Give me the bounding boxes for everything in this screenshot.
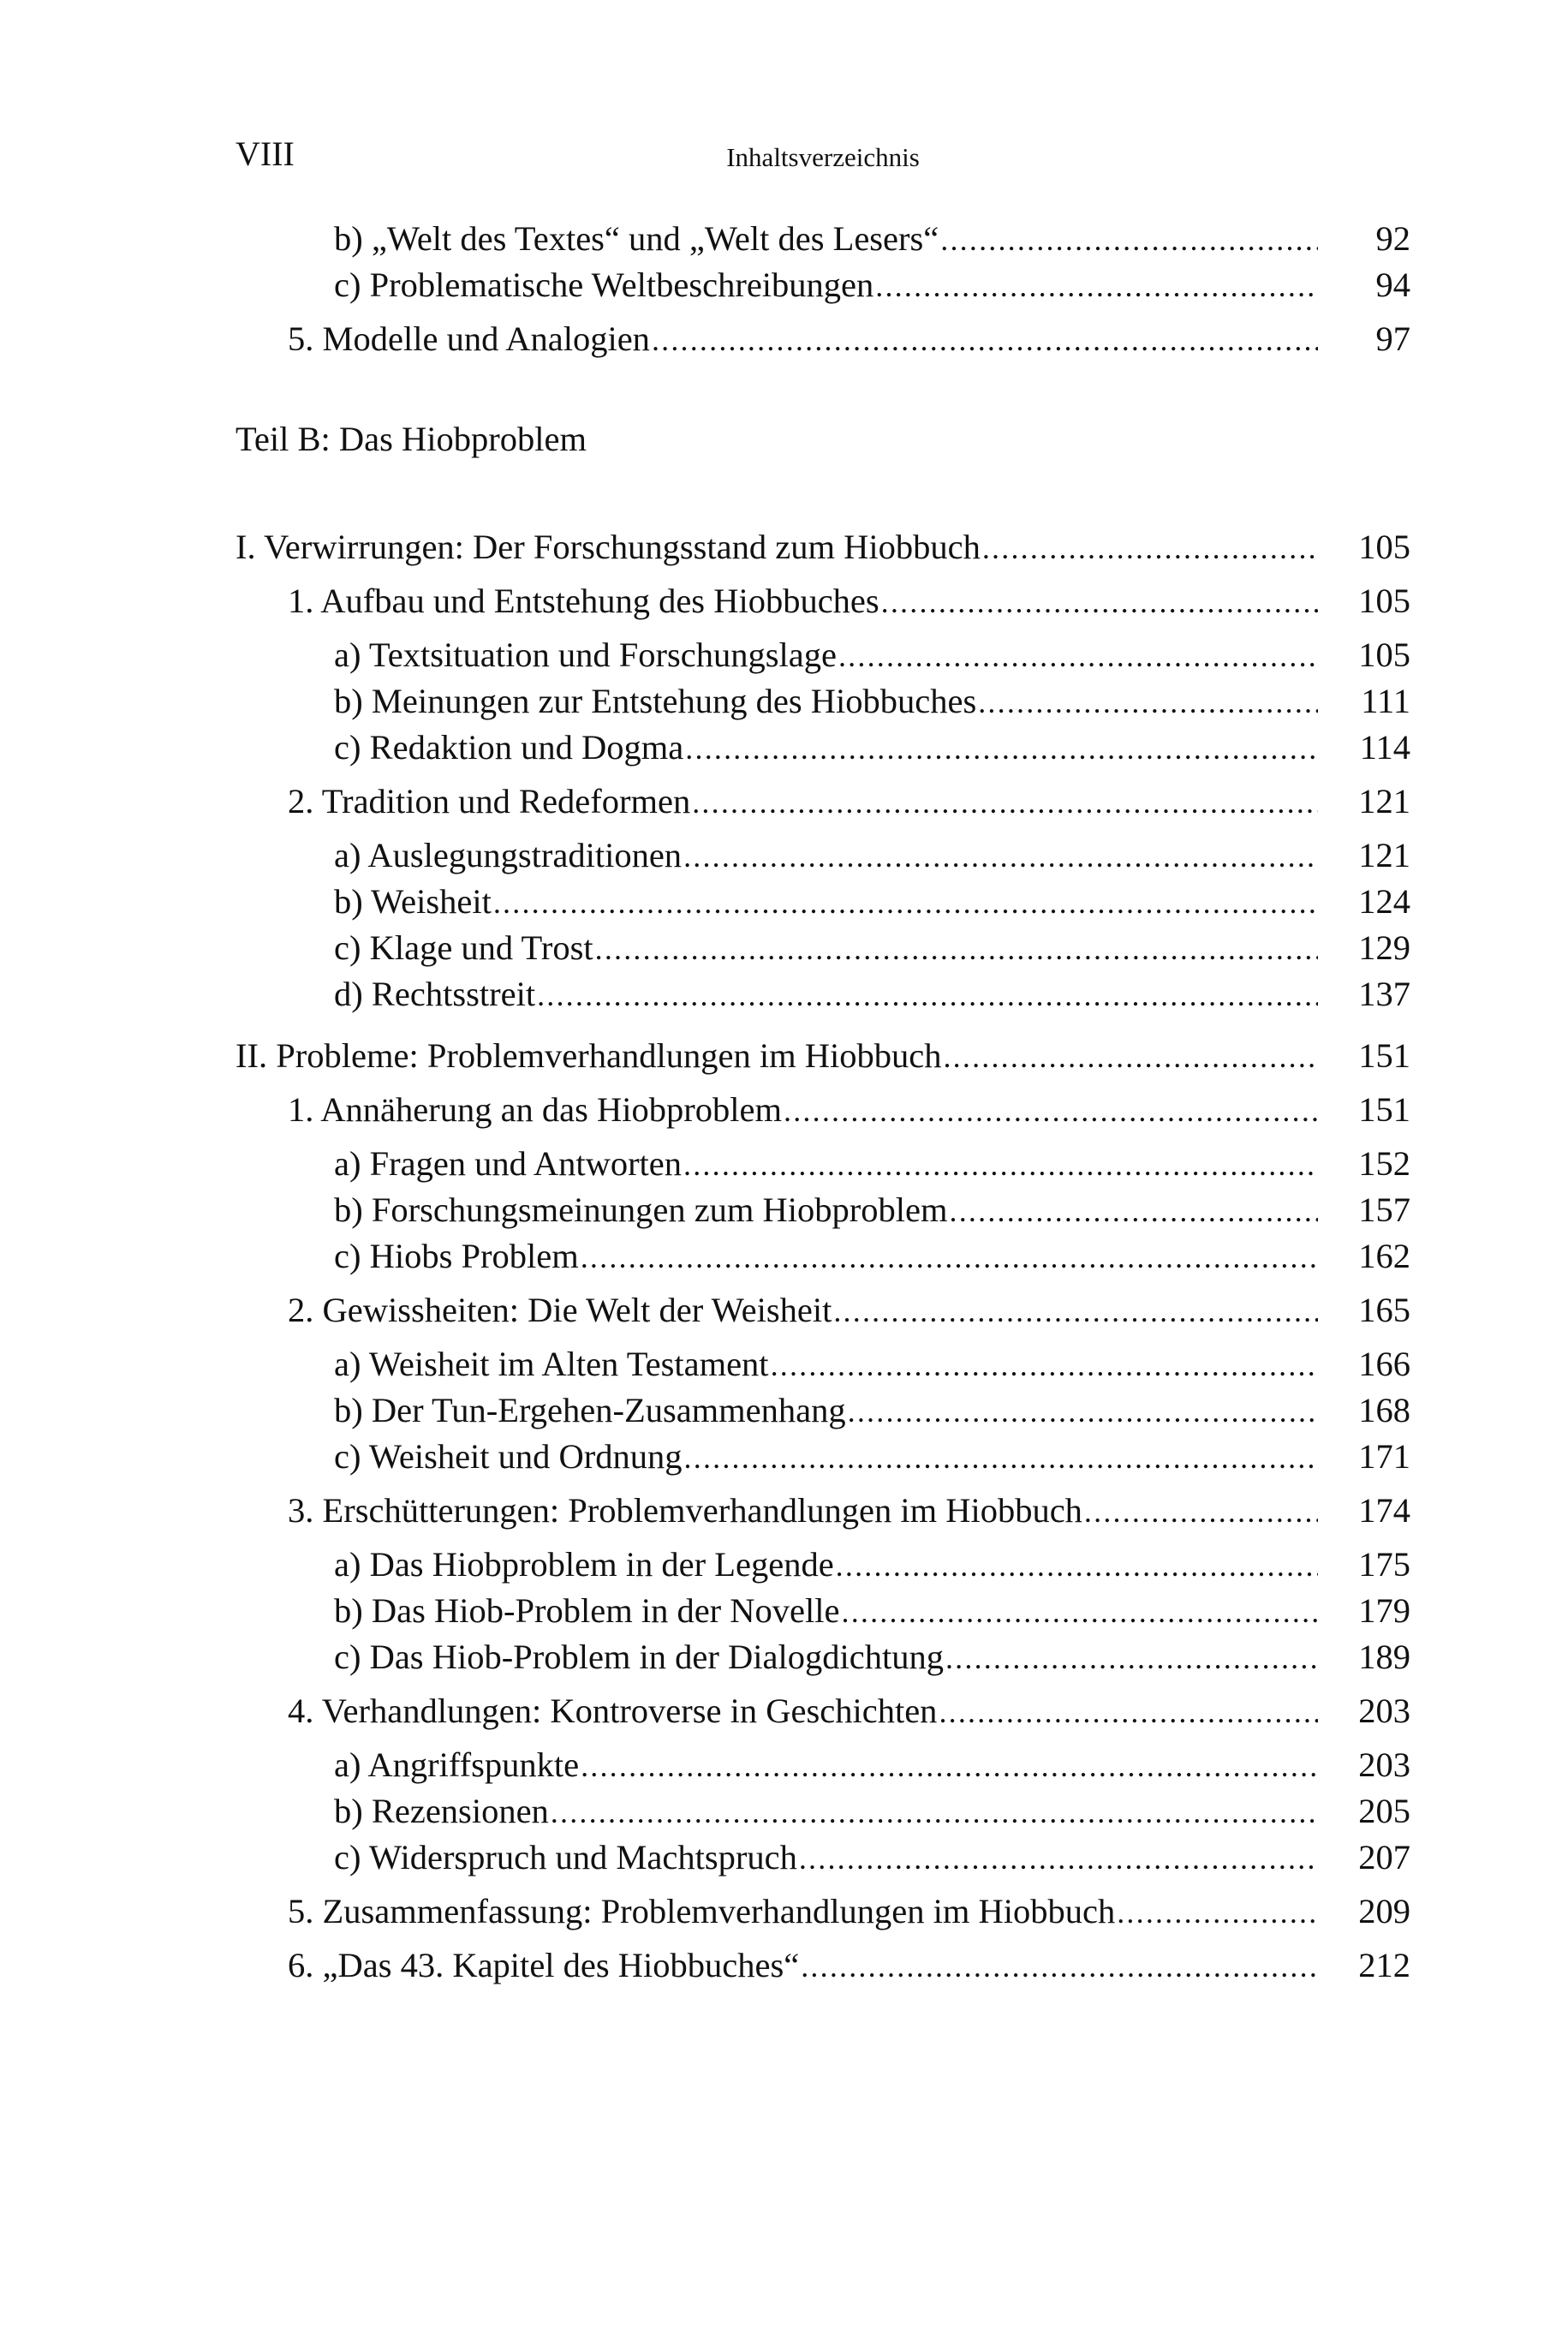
toc-entry: [235, 1835, 1410, 1881]
dot-leader: [493, 880, 1318, 925]
dot-leader: [692, 779, 1318, 825]
running-title: Inhaltsverzeichnis: [726, 142, 920, 172]
dot-leader: [581, 1234, 1318, 1280]
toc-entry-page: 162: [1358, 1237, 1410, 1275]
dot-leader: [842, 1589, 1319, 1634]
toc-entry: [235, 779, 1410, 825]
toc-entry-page: 105: [1358, 635, 1410, 674]
toc-entry-page: 105: [1358, 528, 1410, 566]
toc-entry-title: b) „Welt des Textes“ und „Welt des Lesers“: [334, 219, 939, 258]
toc-entry: [235, 1033, 1410, 1079]
toc-entry-page: 137: [1358, 975, 1410, 1013]
toc-entry-title: 2. Gewissheiten: Die Welt der Weisheit: [288, 1291, 832, 1329]
toc-entry-title: d) Rechtsstreit: [334, 975, 536, 1013]
page-number: VIII: [235, 134, 295, 173]
toc-entry-title: 1. Aufbau und Entstehung des Hiobbuches: [288, 582, 879, 620]
dot-leader: [581, 1743, 1318, 1788]
toc-entry: [235, 725, 1410, 771]
dot-leader: [982, 525, 1318, 570]
page-header: [235, 128, 1410, 180]
toc-entry-page: 129: [1358, 928, 1410, 967]
toc-entry: [235, 1634, 1410, 1680]
toc-entry-title: a) Angriffspunkte: [334, 1745, 580, 1784]
toc-entry-page: 111: [1361, 682, 1410, 720]
toc-entry-page: 105: [1358, 582, 1410, 620]
dot-leader: [551, 1789, 1318, 1835]
toc-entry-page: 124: [1358, 882, 1410, 921]
toc-entry: [235, 1434, 1410, 1480]
toc-entry-title: c) Das Hiob-Problem in der Dialogdichtung: [334, 1638, 944, 1676]
toc-entry-title: b) Der Tun-Ergehen-Zusammenhang: [334, 1391, 846, 1429]
toc-entry-page: 209: [1358, 1892, 1410, 1930]
toc-entry: [235, 925, 1410, 971]
toc-entry-page: 151: [1358, 1090, 1410, 1129]
dot-leader: [943, 1034, 1318, 1079]
toc-entry-page: 205: [1358, 1792, 1410, 1830]
toc-entry-title: a) Textsituation und Forschungslage: [334, 635, 837, 674]
toc-entry-title: b) Meinungen zur Entstehung des Hiobbuches: [334, 682, 977, 720]
toc-entry-page: 151: [1358, 1036, 1410, 1075]
toc-entry-title: a) Weisheit im Alten Testament: [334, 1345, 769, 1383]
toc-entry: [235, 1542, 1410, 1588]
toc-entry-title: 5. Zusammenfassung: Problemverhandlungen im Hiobbuch: [288, 1892, 1116, 1930]
toc-entry-page: 92: [1375, 219, 1410, 258]
toc-entry-title: c) Hiobs Problem: [334, 1237, 579, 1275]
toc-entry-page: 166: [1358, 1345, 1410, 1383]
toc-entry-title: c) Redaktion und Dogma: [334, 728, 684, 767]
dot-leader: [848, 1388, 1318, 1434]
toc-entry-page: 157: [1358, 1190, 1410, 1229]
toc-entry: [235, 971, 1410, 1017]
dot-leader: [945, 1635, 1318, 1680]
toc-entry-title: 4. Verhandlungen: Kontroverse in Geschichten: [288, 1692, 938, 1730]
toc-entry: [235, 316, 1410, 362]
toc-entry-title: b) Das Hiob-Problem in der Novelle: [334, 1591, 840, 1630]
toc-entry: [235, 832, 1410, 879]
toc-entry: [235, 1087, 1410, 1133]
toc-entry: [235, 678, 1410, 725]
dot-leader: [838, 633, 1318, 678]
dot-leader: [940, 217, 1318, 262]
dot-leader: [881, 579, 1318, 624]
dot-leader: [784, 1088, 1318, 1133]
toc-entry-page: 165: [1358, 1291, 1410, 1329]
toc-entry-title: c) Problematische Weltbeschreibungen: [334, 266, 874, 304]
toc-entry: [235, 216, 1410, 262]
toc-entry-title: b) Weisheit: [334, 882, 492, 921]
dot-leader: [1117, 1889, 1318, 1935]
dot-leader: [939, 1689, 1318, 1734]
dot-leader: [836, 1542, 1318, 1588]
toc-entry-title: II. Probleme: Problemverhandlungen im Hiobbuch: [235, 1036, 942, 1075]
toc-entry: [235, 1233, 1410, 1280]
dot-leader: [875, 263, 1318, 308]
toc-entry: [235, 262, 1410, 308]
toc-entry-title: 3. Erschütterungen: Problemverhandlungen im Hiobbuch: [288, 1491, 1082, 1530]
dot-leader: [799, 1835, 1318, 1881]
dot-leader: [652, 317, 1318, 362]
toc-entry: [235, 1688, 1410, 1734]
toc-entry-title: c) Weisheit und Ordnung: [334, 1437, 683, 1476]
toc-entry-page: 203: [1358, 1692, 1410, 1730]
dot-leader: [683, 1142, 1318, 1187]
toc-entry-title: 2. Tradition und Redeformen: [288, 782, 691, 820]
toc-entry-title: a) Auslegungstraditionen: [334, 836, 683, 874]
toc-entry-page: 175: [1358, 1545, 1410, 1584]
toc-entry-title: b) Rezensionen: [334, 1792, 549, 1830]
toc-entry-page: 121: [1358, 836, 1410, 874]
toc-entry: [235, 879, 1410, 925]
toc-entry: [235, 1488, 1410, 1534]
toc-entry-page: 174: [1358, 1491, 1410, 1530]
dot-leader: [771, 1342, 1318, 1387]
toc-entry-page: 207: [1358, 1838, 1410, 1877]
toc-entry-page: 121: [1358, 782, 1410, 820]
toc-entry-page: 97: [1375, 319, 1410, 358]
part-heading: Teil B: Das Hiobproblem: [235, 420, 587, 458]
toc-entry: [235, 632, 1410, 678]
toc-entry-page: 114: [1359, 728, 1410, 767]
toc-entry-title: c) Klage und Trost: [334, 928, 593, 967]
toc-entry: [235, 1942, 1410, 1989]
toc-entry: [235, 524, 1410, 570]
toc-entry-title: 6. „Das 43. Kapitel des Hiobbuches“: [288, 1946, 800, 1984]
toc-entry-title: c) Widerspruch und Machtspruch: [334, 1838, 797, 1877]
dot-leader: [685, 725, 1318, 771]
toc-entry-page: 152: [1358, 1144, 1410, 1183]
dot-leader: [1084, 1489, 1318, 1534]
toc-entry: [235, 1788, 1410, 1835]
dot-leader: [537, 972, 1318, 1017]
toc-entry-page: 212: [1358, 1946, 1410, 1984]
toc-entry-title: 5. Modelle und Analogien: [288, 319, 650, 358]
dot-leader: [833, 1288, 1318, 1334]
toc-entry-page: 189: [1358, 1638, 1410, 1676]
dot-leader: [595, 926, 1318, 971]
toc-entry-title: I. Verwirrungen: Der Forschungsstand zum Hiobbuch: [235, 528, 981, 566]
dot-leader: [683, 833, 1318, 879]
toc-entry-page: 171: [1358, 1437, 1410, 1476]
toc-entry: [235, 1187, 1410, 1233]
dot-leader: [801, 1943, 1318, 1989]
toc-entry-title: 1. Annäherung an das Hiobproblem: [288, 1090, 783, 1129]
toc-entry-page: 179: [1358, 1591, 1410, 1630]
toc-entry: [235, 1141, 1410, 1187]
toc-entry: [235, 1888, 1410, 1935]
toc-entry: [235, 1742, 1410, 1788]
toc-entry-page: 94: [1375, 266, 1410, 304]
toc-entry-title: a) Das Hiobproblem in der Legende: [334, 1545, 834, 1584]
toc-entry: [235, 1287, 1410, 1334]
toc-entry: [235, 1341, 1410, 1387]
dot-leader: [684, 1435, 1318, 1480]
toc-entry-title: a) Fragen und Antworten: [334, 1144, 683, 1183]
toc-entry-page: 168: [1358, 1391, 1410, 1429]
toc-entry: [235, 1387, 1410, 1434]
dot-leader: [950, 1188, 1318, 1233]
dot-leader: [978, 679, 1318, 725]
toc-entry-title: b) Forschungsmeinungen zum Hiobproblem: [334, 1190, 948, 1229]
toc-entry: [235, 1588, 1410, 1634]
toc-entry-page: 203: [1358, 1745, 1410, 1784]
toc-entry: [235, 578, 1410, 624]
